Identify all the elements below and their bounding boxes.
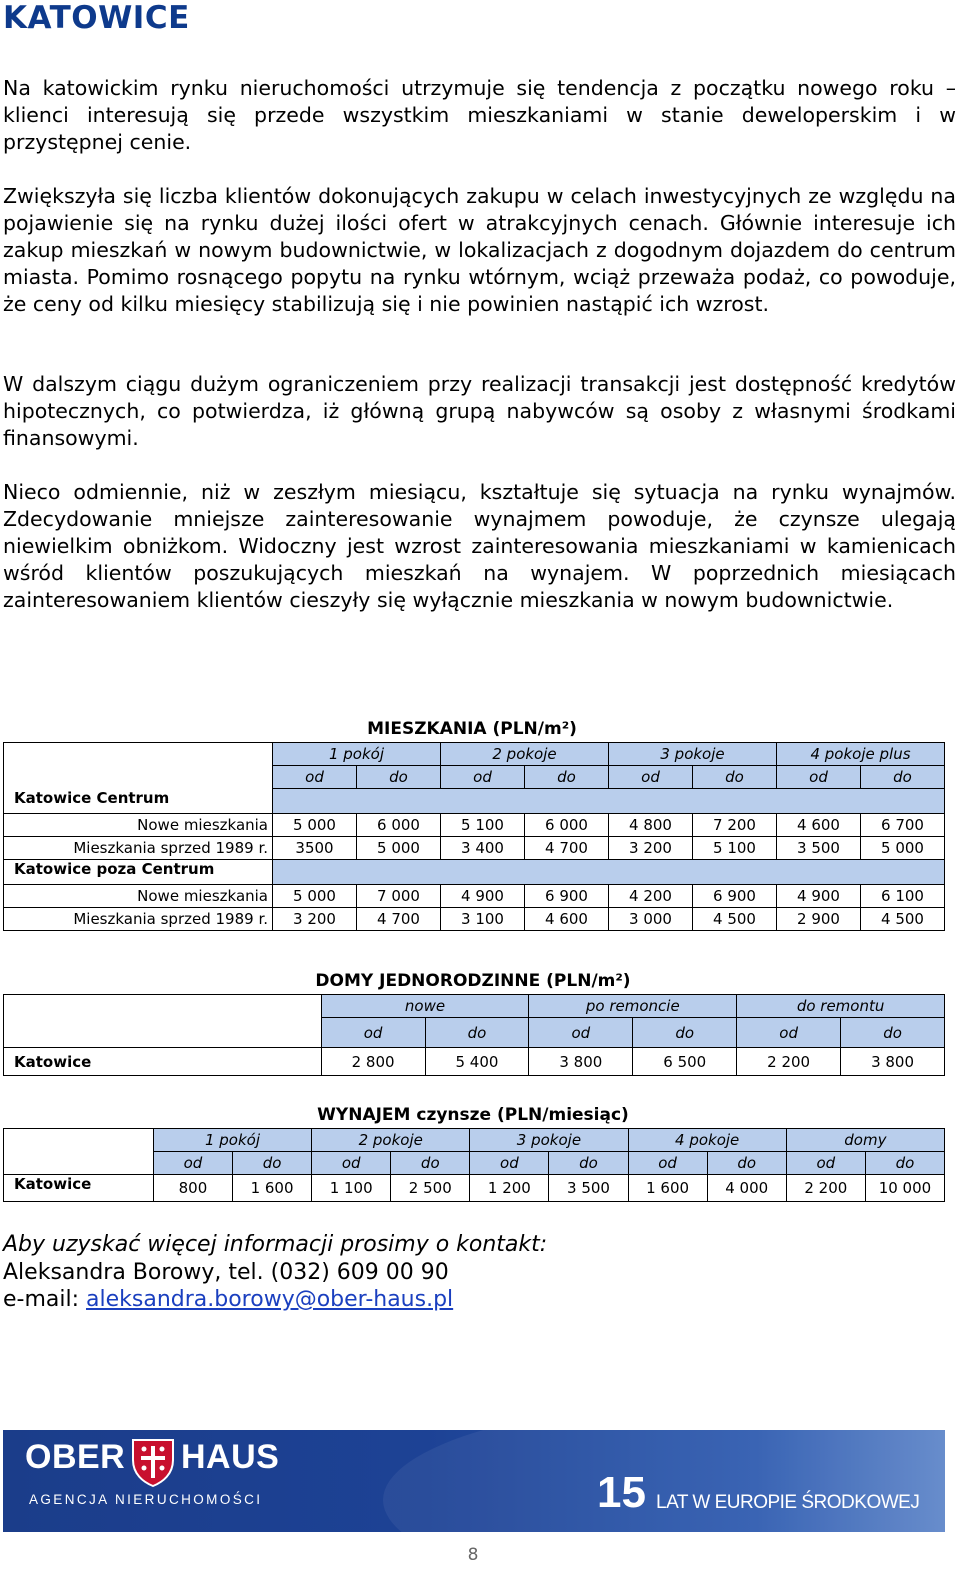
value-cell: 4 600	[777, 814, 861, 837]
row-label: Mieszkania sprzed 1989 r.	[4, 837, 273, 860]
domy-caption: DOMY JEDNORODZINNE (PLN/m²)	[315, 971, 631, 991]
od-header: od	[777, 766, 861, 789]
od-header: od	[312, 1152, 391, 1175]
value-cell: 4 600	[525, 908, 609, 931]
group-header: nowe	[321, 995, 529, 1018]
value-cell: 4 200	[609, 885, 693, 908]
mieszkania-table	[3, 742, 945, 931]
domy-table	[3, 994, 945, 1076]
value-cell: 4 500	[861, 908, 945, 931]
value-cell: 3 200	[273, 908, 357, 931]
value-cell: 10 000	[865, 1175, 944, 1202]
contact-email-line	[3, 1286, 547, 1314]
value-cell: 3 100	[441, 908, 525, 931]
do-header: do	[865, 1152, 944, 1175]
contact-block	[3, 1231, 547, 1314]
od-header: od	[441, 766, 525, 789]
value-cell: 6 000	[525, 814, 609, 837]
value-cell: 3 200	[609, 837, 693, 860]
value-cell: 3 500	[777, 837, 861, 860]
value-cell: 1 200	[470, 1175, 549, 1202]
value-cell: 4 500	[693, 908, 777, 931]
value-cell: 5 000	[273, 885, 357, 908]
row-label: Katowice	[4, 1048, 322, 1076]
group-header: domy	[786, 1129, 944, 1152]
od-header: od	[273, 766, 357, 789]
do-header: do	[841, 1018, 945, 1048]
value-cell: 6 900	[525, 885, 609, 908]
header-blank	[4, 995, 322, 1018]
value-cell: 4 900	[777, 885, 861, 908]
od-header: od	[470, 1152, 549, 1175]
paragraph-2: Zwiększyła się liczba klientów dokonujących zakupu w celach inwestycyjnych ze względu na pojawienie się na rynku dużej ilości ofert w atrakcyjnych cenach. Głównie interesuje ich zakup mieszkań w nowym budownictwie, w lokalizacjach z dogodnym dojazdem do centrum miasta. Pomimo rosnącego popytu na rynku wtórnym, wciąż przeważa podaż, co powoduje, że ceny od kilku miesięcy stabilizują się i nie powinien nastąpić ich wzrost.	[3, 184, 956, 316]
value-cell: 6 900	[693, 885, 777, 908]
value-cell: 3 400	[441, 837, 525, 860]
value-cell: 6 000	[357, 814, 441, 837]
row-label: Nowe mieszkania	[4, 814, 273, 837]
value-cell: 5 400	[425, 1048, 529, 1076]
do-header: do	[707, 1152, 786, 1175]
od-header: od	[628, 1152, 707, 1175]
footer-banner	[3, 1430, 945, 1532]
value-cell: 2 500	[391, 1175, 470, 1202]
group-header: 3 pokoje	[609, 743, 777, 766]
value-cell: 2 200	[786, 1175, 865, 1202]
do-header: do	[357, 766, 441, 789]
value-cell: 3 500	[549, 1175, 628, 1202]
od-header: od	[609, 766, 693, 789]
contact-person: Aleksandra Borowy, tel. (032) 609 00 90	[3, 1259, 449, 1285]
wynajem-table	[3, 1128, 945, 1202]
section-label: Katowice Centrum	[4, 789, 273, 814]
page-title: KATOWICE	[3, 0, 190, 36]
email-link[interactable]: aleksandra.borowy@ober-haus.pl	[86, 1287, 454, 1312]
od-header: od	[786, 1152, 865, 1175]
value-cell: 1 100	[312, 1175, 391, 1202]
value-cell: 2 900	[777, 908, 861, 931]
do-header: do	[391, 1152, 470, 1175]
paragraph-1: Na katowickim rynku nieruchomości utrzymuje się tendencja z początku nowego roku – klienci interesują się przede wszystkim mieszkaniami w stanie deweloperskim i w przystępnej cenie.	[3, 76, 956, 154]
value-cell: 3 000	[609, 908, 693, 931]
value-cell: 5 000	[357, 837, 441, 860]
logo-word-haus: HAUS	[181, 1438, 280, 1476]
mieszkania-caption: MIESZKANIA (PLN/m²)	[367, 719, 577, 739]
group-header: po remoncie	[529, 995, 737, 1018]
value-cell: 1 600	[233, 1175, 312, 1202]
do-header: do	[425, 1018, 529, 1048]
wynajem-caption: WYNAJEM czynsze (PLN/miesiąc)	[317, 1105, 629, 1125]
do-header: do	[233, 1152, 312, 1175]
value-cell: 5 000	[861, 837, 945, 860]
row-label: Nowe mieszkania	[4, 885, 273, 908]
row-label: Mieszkania sprzed 1989 r.	[4, 908, 273, 931]
group-header: 2 pokoje	[441, 743, 609, 766]
od-header: od	[321, 1018, 425, 1048]
value-cell: 4 700	[525, 837, 609, 860]
header-blank	[4, 1018, 322, 1048]
logo-subtitle: AGENCJA NIERUCHOMOŚCI	[29, 1492, 263, 1507]
page-number: 8	[467, 1545, 479, 1565]
value-cell: 4 700	[357, 908, 441, 931]
value-cell: 3500	[273, 837, 357, 860]
value-cell: 2 200	[737, 1048, 841, 1076]
paragraph-4: Nieco odmiennie, niż w zeszłym miesiącu, kształtuje się sytuacja na rynku wynajmów. Zdecydowanie mniejsze zainteresowanie wynajmem powoduje, że czynsze ulegają niewielkim obniżkom. Widoczny jest wzrost zainteresowania mieszkaniami w kamienicach wśród klientów poszukujących mieszkań na wynajem. W poprzednich miesiącach zainteresowaniem klientów cieszyły się wyłącznie mieszkania w nowym budownictwie.	[3, 480, 956, 612]
value-cell: 3 800	[841, 1048, 945, 1076]
section-label: Katowice poza Centrum	[4, 860, 273, 885]
value-cell: 6 100	[861, 885, 945, 908]
value-cell: 4 900	[441, 885, 525, 908]
section-spacer	[273, 860, 945, 885]
value-cell: 1 600	[628, 1175, 707, 1202]
years-number: 15	[597, 1468, 646, 1517]
od-header: od	[529, 1018, 633, 1048]
do-header: do	[525, 766, 609, 789]
od-header: od	[153, 1152, 232, 1175]
contact-intro: Aby uzyskać więcej informacji prosimy o kontakt:	[3, 1232, 548, 1257]
logo-word-ober: OBER	[25, 1438, 126, 1476]
section-spacer	[273, 789, 945, 814]
group-header: 2 pokoje	[312, 1129, 470, 1152]
value-cell: 2 800	[321, 1048, 425, 1076]
do-header: do	[693, 766, 777, 789]
header-blank	[4, 743, 273, 766]
banner-slogan: LAT W EUROPIE ŚRODKOWEJ	[656, 1492, 920, 1513]
email-label: e-mail:	[3, 1287, 87, 1312]
group-header: 4 pokoje plus	[777, 743, 945, 766]
value-cell: 7 200	[693, 814, 777, 837]
group-header: 1 pokój	[153, 1129, 311, 1152]
banner-decoration	[383, 1430, 945, 1532]
value-cell: 5 000	[273, 814, 357, 837]
crest-logo-icon	[131, 1438, 175, 1488]
value-cell: 5 100	[441, 814, 525, 837]
header-blank	[4, 1129, 154, 1152]
paragraph-3: W dalszym ciągu dużym ograniczeniem przy realizacji transakcji jest dostępność kredytów hipotecznych, co potwierdza, iż główną grupą nabywców są osoby z własnymi środkami finansowymi.	[3, 372, 956, 450]
row-label: Katowice	[4, 1175, 154, 1202]
od-header: od	[737, 1018, 841, 1048]
value-cell: 800	[153, 1175, 232, 1202]
value-cell: 4 800	[609, 814, 693, 837]
value-cell: 6 700	[861, 814, 945, 837]
value-cell: 7 000	[357, 885, 441, 908]
header-blank	[4, 1152, 154, 1175]
value-cell: 6 500	[633, 1048, 737, 1076]
value-cell: 5 100	[693, 837, 777, 860]
value-cell: 3 800	[529, 1048, 633, 1076]
group-header: 4 pokoje	[628, 1129, 786, 1152]
group-header: do remontu	[737, 995, 945, 1018]
do-header: do	[549, 1152, 628, 1175]
header-blank	[4, 766, 273, 789]
group-header: 1 pokój	[273, 743, 441, 766]
do-header: do	[861, 766, 945, 789]
value-cell: 4 000	[707, 1175, 786, 1202]
do-header: do	[633, 1018, 737, 1048]
group-header: 3 pokoje	[470, 1129, 628, 1152]
